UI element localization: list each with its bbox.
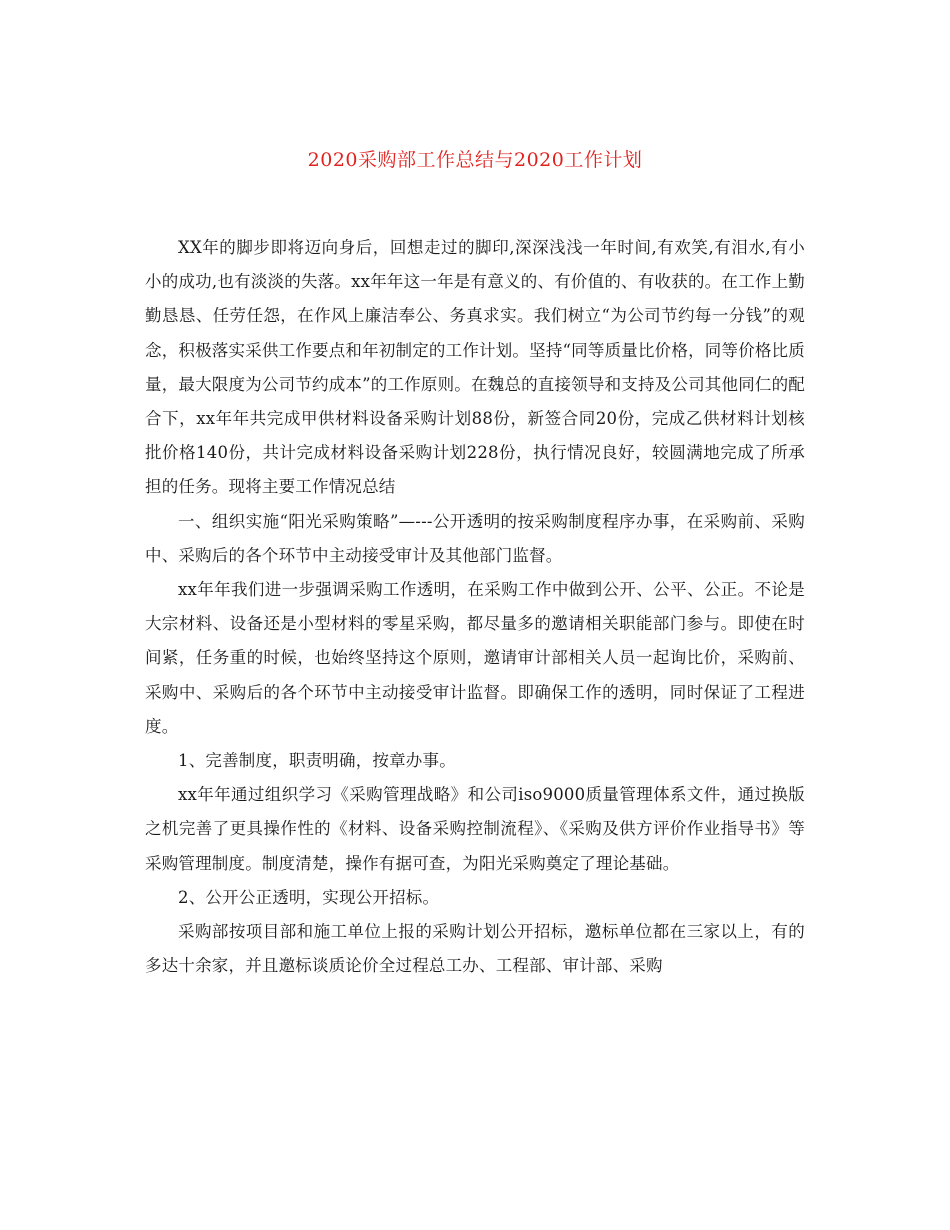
paragraph-subheading-1: 1、完善制度，职责明确，按章办事。 (178, 751, 456, 771)
document-title: 2020采购部工作总结与2020工作计划 (307, 149, 643, 171)
paragraph-section-1-heading: 一、组织实施“阳光采购策略”—---公开透明的按采购制度程序办事，在采购前、采购中、采购后的各个环节中主动接受审计及其他部门监督。 (145, 511, 805, 565)
paragraph-intro: XX年的脚步即将迈向身后，回想走过的脚印,深深浅浅一年时间,有欢笑,有泪水,有小小的成功,也有淡淡的失落。xx年年这一年是有意义的、有价值的、有收获的。在工作上勤勤恳恳、任劳任怨，在作风上廉洁奉公、务真求实。我们树立“为公司节约每一分钱”的观念，积极落实采供工作要点和年初制定的工作计划。坚持“同等质量比价格，同等价格比质量，最大限度为公司节约成本”的工作原则。在魏总的直接领导和支持及公司其他同仁的配合下，xx年年共完成甲供材料设备采购计划88份，新签合同20份，完成乙供材料计划核批价格140份，共计完成材料设备采购计划228份，执行情况良好，较圆满地完成了所承担的任务。现将主要工作情况总结 (145, 238, 805, 497)
document-body (145, 231, 805, 983)
paragraph-bidding: 采购部按项目部和施工单位上报的采购计划公开招标，邀标单位都在三家以上，有的多达十余家，并且邀标谈质论价全过程总工办、工程部、审计部、采购 (145, 922, 805, 976)
paragraph-subheading-2: 2、公开公正透明，实现公开招标。 (178, 887, 440, 907)
paragraph-rules: xx年年通过组织学习《采购管理战略》和公司iso9000质量管理体系文件，通过换版之机完善了更具操作性的《材料、设备采购控制流程》、《采购及供方评价作业指导书》等采购管理制度。制度清楚，操作有据可查，为阳光采购奠定了理论基础。 (145, 785, 805, 873)
paragraph-transparency: xx年年我们进一步强调采购工作透明，在采购工作中做到公开、公平、公正。不论是大宗材料、设备还是小型材料的零星采购，都尽量多的邀请相关职能部门参与。即使在时间紧，任务重的时候，也始终坚持这个原则，邀请审计部相关人员一起询比价，采购前、采购中、采购后的各个环节中主动接受审计监督。即确保工作的透明，同时保证了工程进度。 (145, 580, 805, 736)
